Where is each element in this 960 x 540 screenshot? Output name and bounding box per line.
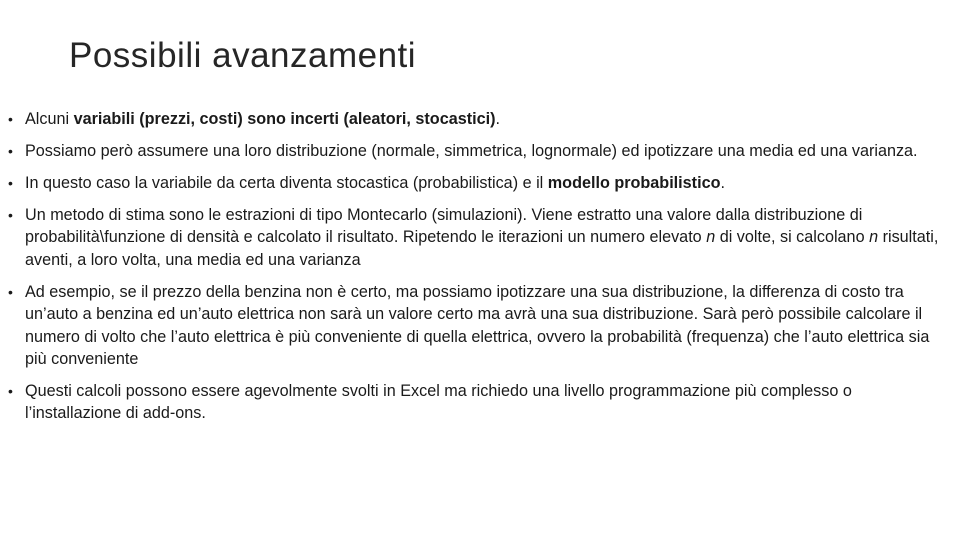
bullet-text: n xyxy=(869,228,879,247)
bullet-text: Un metodo di stima sono le estrazioni di tipo Montecarlo (simulazioni). Viene estratto una valore dalla distribuzione di probabilità\funzione di densità e calcolato il risultato. Ripetendo le iterazioni un numero elevato xyxy=(25,206,863,247)
bullet-item xyxy=(0,281,950,371)
bullet-dot-icon: • xyxy=(8,175,13,191)
bullet-text: Questi calcoli possono essere agevolmente svolti in Excel ma richiedo una livello programmazione più complesso o l’installazione di add-ons. xyxy=(25,382,852,423)
slide-title: Possibili avanzamenti xyxy=(69,36,417,75)
bullet-dot-icon: • xyxy=(8,111,13,127)
bullet-dot-icon: • xyxy=(8,143,13,159)
bullet-item xyxy=(0,380,950,425)
bullet-text: risultati, aventi, a loro volta, una media ed una varianza xyxy=(25,228,939,269)
bullet-text: di volte, si calcolano xyxy=(715,228,870,247)
bullet-text: variabili (prezzi, costi) sono incerti (aleatori, stocastici) xyxy=(73,110,496,128)
bullet-item xyxy=(0,140,950,162)
bullet-text: In questo caso la variabile da certa diventa stocastica (probabilistica) e il xyxy=(25,174,548,192)
bullet-text: modello probabilistico xyxy=(547,174,721,192)
bullet-dot-icon: • xyxy=(8,283,13,300)
bullet-list xyxy=(0,108,950,434)
bullet-text: n xyxy=(706,228,716,247)
bullet-item xyxy=(0,204,950,271)
bullet-text: Alcuni xyxy=(25,110,74,128)
bullet-item xyxy=(0,108,950,130)
bullet-text: . xyxy=(720,174,725,192)
bullet-text: Ad esempio, se il prezzo della benzina non è certo, ma possiamo ipotizzare una sua distribuzione, la differenza di costo tra un’auto a benzina ed un’auto elettrica non sarà un valore certo ma avrà una sua distribuzione. Sarà però possibile calcolare il numero di volto che l’auto elettrica è più conveniente di quella elettrica, ovvero la probabilità (frequenza) che l’auto elettrica sia più conveniente xyxy=(25,282,930,369)
bullet-item xyxy=(0,172,950,194)
bullet-dot-icon: • xyxy=(8,207,13,223)
bullet-dot-icon: • xyxy=(8,383,13,400)
bullet-text: . xyxy=(495,110,500,128)
bullet-text: Possiamo però assumere una loro distribuzione (normale, simmetrica, lognormale) ed ipotizzare una media ed una varianza. xyxy=(25,142,918,160)
